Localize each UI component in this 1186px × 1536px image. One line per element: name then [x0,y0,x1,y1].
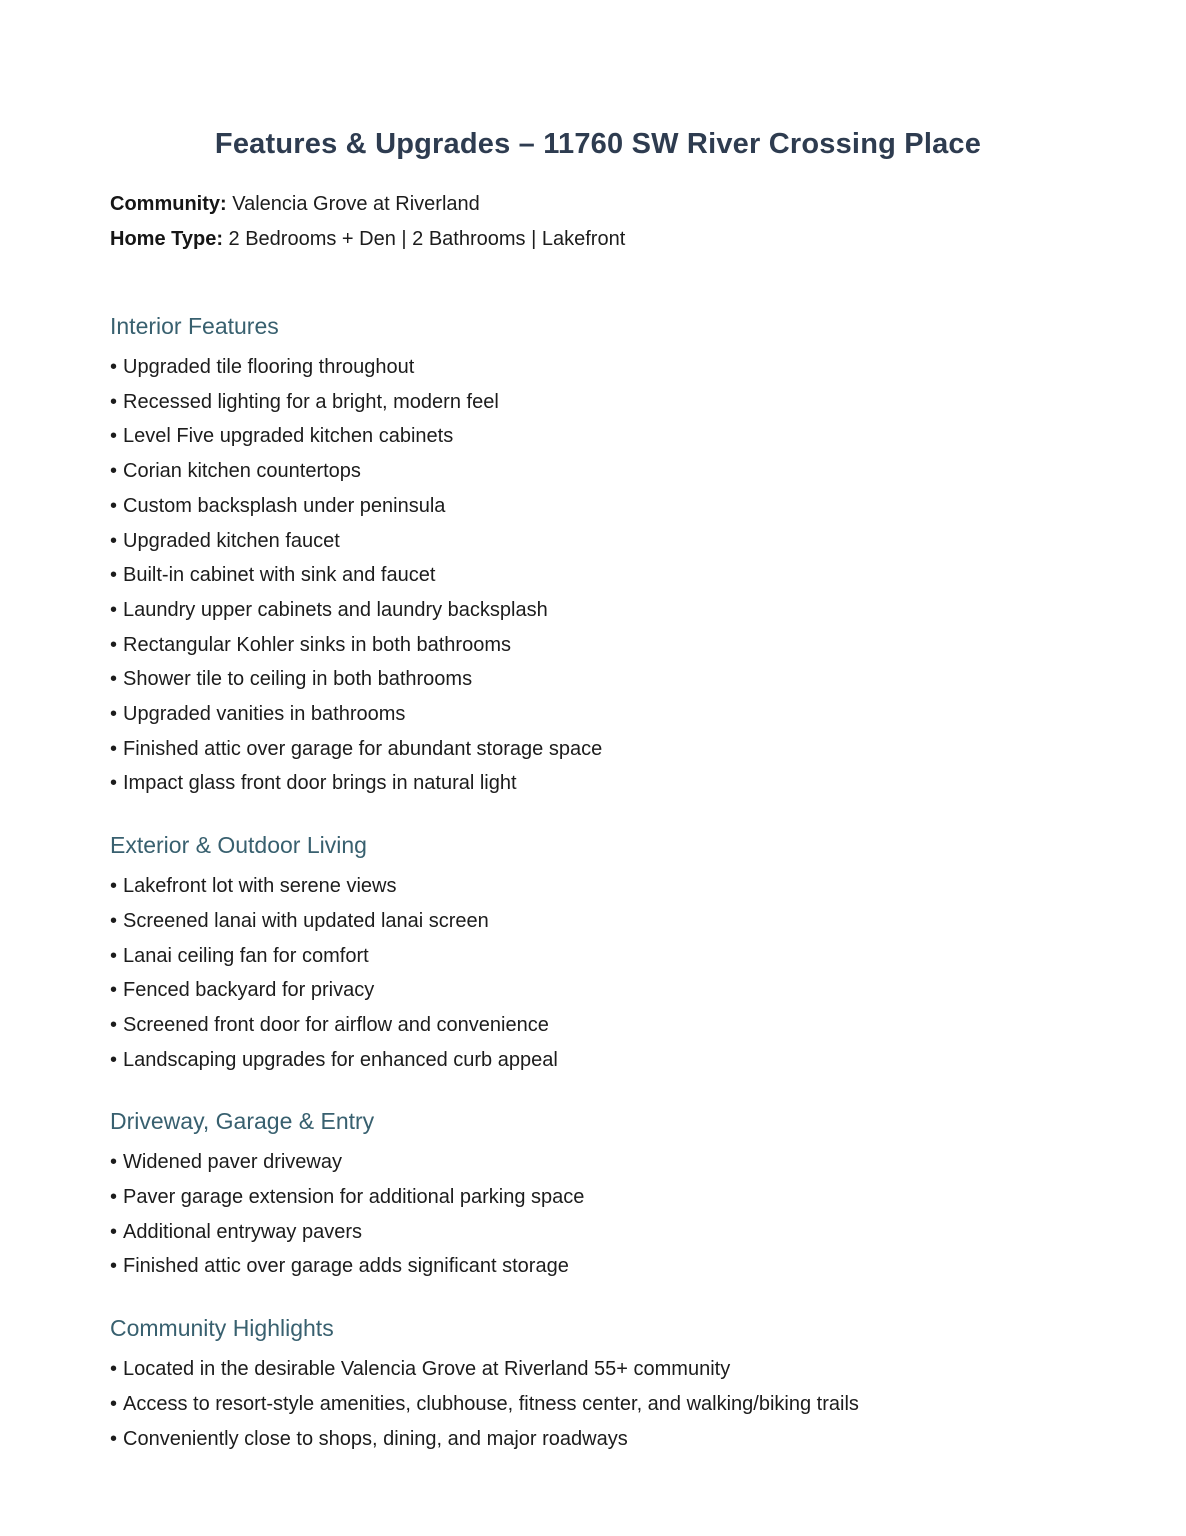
feature-item [110,454,1086,489]
home-type-label: Home Type: [110,228,223,250]
page-title: Features & Upgrades – 11760 SW River Crossing Place [214,128,982,160]
feature-text: Lanai ceiling fan for comfort [123,944,369,967]
section-heading-driveway: Driveway, Garage & Entry [110,1108,375,1135]
feature-item [110,1352,1086,1387]
section-driveway-garage-entry [110,1106,1086,1284]
meta-line-home-type [110,222,1086,257]
bullet-icon: • [110,737,118,760]
feature-text: Finished attic over garage for abundant storage space [123,737,603,760]
feature-text: Conveniently close to shops, dining, and major roadways [123,1427,628,1450]
bullet-icon: • [110,668,118,691]
community-feature-list [110,1352,1086,1456]
feature-text: Paver garage extension for additional parking space [123,1186,585,1209]
bullet-icon: • [110,1151,118,1174]
feature-text: Rectangular Kohler sinks in both bathrooms [123,633,511,656]
feature-text: Located in the desirable Valencia Grove at Riverland 55+ community [123,1358,731,1381]
feature-item [110,1215,1086,1250]
feature-item [110,732,1086,767]
feature-item [110,1180,1086,1215]
feature-item [110,1145,1086,1180]
feature-text: Laundry upper cabinets and laundry backsplash [123,598,548,621]
feature-text: Access to resort-style amenities, clubhouse, fitness center, and walking/biking trails [123,1392,859,1415]
bullet-icon: • [110,356,118,378]
bullet-icon: • [110,529,118,552]
feature-item [110,628,1086,663]
section-heading-exterior: Exterior & Outdoor Living [110,832,367,859]
feature-item [110,697,1086,732]
bullet-icon: • [110,460,118,483]
feature-item [110,1387,1086,1422]
bullet-icon: • [110,909,118,932]
home-type-value: 2 Bedrooms + Den | 2 Bathrooms | Lakefront [222,228,626,250]
bullet-icon: • [110,1013,118,1036]
bullet-icon: • [110,1392,118,1415]
feature-text: Built-in cabinet with sink and faucet [123,564,436,587]
bullet-icon: • [110,1048,118,1071]
feature-item [110,1422,1086,1457]
bullet-icon: • [110,1427,118,1450]
feature-item [110,1008,1086,1043]
feature-item [110,558,1086,593]
feature-text: Additional entryway pavers [123,1220,363,1243]
feature-text: Finished attic over garage adds significant storage [123,1255,569,1278]
feature-item [110,593,1086,628]
bullet-icon: • [110,598,118,621]
section-heading-interior: Interior Features [110,313,279,339]
feature-item [110,939,1086,974]
feature-item [110,1043,1086,1078]
driveway-feature-list [110,1145,1086,1284]
feature-item [110,766,1086,801]
feature-text: Upgraded vanities in bathrooms [123,703,406,726]
feature-text: Corian kitchen countertops [123,460,361,483]
bullet-icon: • [110,425,118,448]
feature-text: Screened lanai with updated lanai screen [123,909,489,932]
exterior-feature-list [110,869,1086,1077]
section-heading-community: Community Highlights [110,1315,334,1342]
feature-text: Recessed lighting for a bright, modern feel [123,390,499,413]
bullet-icon: • [110,1358,118,1381]
feature-text: Upgraded kitchen faucet [123,529,340,552]
feature-text: Lakefront lot with serene views [123,875,397,898]
feature-item [110,869,1086,904]
bullet-icon: • [110,494,118,517]
feature-text: Custom backsplash under peninsula [123,494,446,517]
section-exterior-outdoor [110,830,1086,1077]
feature-item [110,904,1086,939]
section-interior-features [110,311,1086,801]
community-value: Valencia Grove at Riverland [226,193,480,215]
feature-item [110,662,1086,697]
meta-line-community [110,187,1086,222]
feature-item [110,1249,1086,1284]
bullet-icon: • [110,875,118,898]
feature-item [110,524,1086,559]
feature-text: Screened front door for airflow and convenience [123,1013,549,1036]
bullet-icon: • [110,1186,118,1209]
bullet-icon: • [110,703,118,726]
feature-item [110,489,1086,524]
bullet-icon: • [110,979,118,1002]
community-label: Community: [110,193,227,215]
feature-text: Upgraded tile flooring throughout [123,356,415,378]
feature-text: Impact glass front door brings in natural light [123,772,517,795]
bullet-icon: • [110,944,118,967]
feature-text: Landscaping upgrades for enhanced curb appeal [123,1048,558,1071]
feature-text: Fenced backyard for privacy [123,979,375,1002]
feature-item [110,973,1086,1008]
feature-text: Shower tile to ceiling in both bathrooms [123,668,473,691]
section-community-highlights [110,1313,1086,1456]
interior-feature-list [110,350,1086,801]
feature-text: Widened paver driveway [123,1151,342,1174]
feature-item [110,385,1086,420]
feature-item [110,350,1086,385]
bullet-icon: • [110,564,118,587]
bullet-icon: • [110,772,118,795]
feature-text: Level Five upgraded kitchen cabinets [123,425,454,448]
bullet-icon: • [110,633,118,656]
bullet-icon: • [110,390,118,413]
bullet-icon: • [110,1220,118,1243]
feature-item [110,419,1086,454]
bullet-icon: • [110,1255,118,1278]
